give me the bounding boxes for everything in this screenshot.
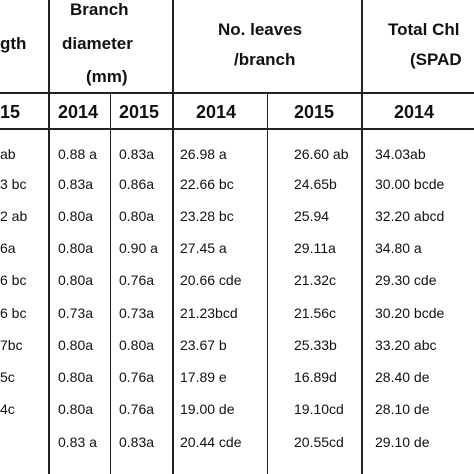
table-cell: 24.65b [294,176,337,192]
table-cell: 16.89d [294,369,337,385]
column-divider-3 [361,0,363,474]
table-cell: 0.80a [58,240,94,256]
table-cell: 0.80a [119,208,155,224]
table-cell: 4c [0,401,15,417]
table-cell: 19.10cd [294,401,344,417]
table-cell: 28.40 de [375,369,430,385]
table-cell: 29.10 de [375,434,430,450]
table-cell: 0.80a [58,337,94,353]
table-cell: 6 bc [0,272,27,288]
table-cell: 28.10 de [375,401,430,417]
table-cell: 0.80a [119,337,155,353]
table-cell: 0.80a [58,401,94,417]
column-divider-1 [48,0,50,474]
header-chlorophyll-line1: Total Chl [388,20,460,39]
table-cell: 17.89 e [180,369,227,385]
table-cell: 34.03ab [375,146,426,162]
table-cell: 3 bc [0,176,27,192]
header-bottom-rule [0,92,474,94]
table-cell: 0.73a [119,305,155,321]
table-cell: 20.66 cde [180,272,242,288]
year-row-bottom-rule [0,128,474,130]
table-cell: 0.86a [119,176,155,192]
table-cell: 0.80a [58,272,94,288]
table-cell: 19.00 de [180,401,235,417]
table-cell: 20.55cd [294,434,344,450]
table-cell: 25.94 [294,208,330,224]
table-cell: 6 bc [0,305,27,321]
year-divider-leaves [267,92,268,474]
table-cell: 0.88 a [58,146,97,162]
table-cell: ab [0,146,16,162]
header-leaves-line2: /branch [234,50,296,69]
table-cell: 0.80a [58,208,94,224]
header-branch-diameter-line3: (mm) [86,67,128,86]
table-cell: 0.83a [119,146,155,162]
table-cell: 2 ab [0,208,28,224]
table-cell: 34.80 a [375,240,422,256]
table-cell: 0.83 a [58,434,97,450]
table-cell: 26.60 ab [294,146,349,162]
table-cell: 0.76a [119,272,155,288]
table-cell: 0.80a [58,369,94,385]
year-chlorophyll-2014: 2014 [394,102,435,122]
header-leaves-line1: No. leaves [218,20,303,39]
year-diameter-2014: 2014 [58,102,99,122]
table-cell: 29.11a [294,240,336,256]
table-cell: 32.20 abcd [375,208,445,224]
table-cell: 0.76a [119,401,155,417]
table-cell: 26.98 a [180,146,227,162]
table-cell: 33.20 abc [375,337,437,353]
table-cell: 20.44 cde [180,434,242,450]
year-leaves-2015: 2015 [294,102,335,122]
table-cell: 21.56c [294,305,337,321]
table-cell: 0.73a [58,305,94,321]
table-cell: 23.67 b [180,337,227,353]
header-chlorophyll-line2: (SPAD [410,50,462,69]
table-cell: 7bc [0,337,23,353]
year-diameter-2015: 2015 [119,102,160,122]
table-cell: 0.83a [119,434,155,450]
header-length: gth [0,34,27,53]
table-cell: 25.33b [294,337,337,353]
table-cell: 27.45 a [180,240,227,256]
table-cell: 22.66 bc [180,176,234,192]
table-cell: 0.90 a [119,240,158,256]
column-divider-2 [172,0,174,474]
table-cell: 29.30 cde [375,272,437,288]
table-cell: 21.32c [294,272,337,288]
table-cell: 30.00 bcde [375,176,445,192]
table-cell: 6a [0,240,16,256]
table-cell: 23.28 bc [180,208,234,224]
table-cell: 21.23bcd [180,305,238,321]
table-cell: 5c [0,369,15,385]
year-leaves-2014: 2014 [196,102,237,122]
table-cell: 0.83a [58,176,94,192]
header-branch-diameter-line2: diameter [62,34,133,53]
table-cell: 0.76a [119,369,155,385]
year-length-2015: 15 [0,102,21,122]
header-branch-diameter-line1: Branch [70,0,129,19]
year-divider-diameter [110,92,111,474]
table-cell: 30.20 bcde [375,305,445,321]
